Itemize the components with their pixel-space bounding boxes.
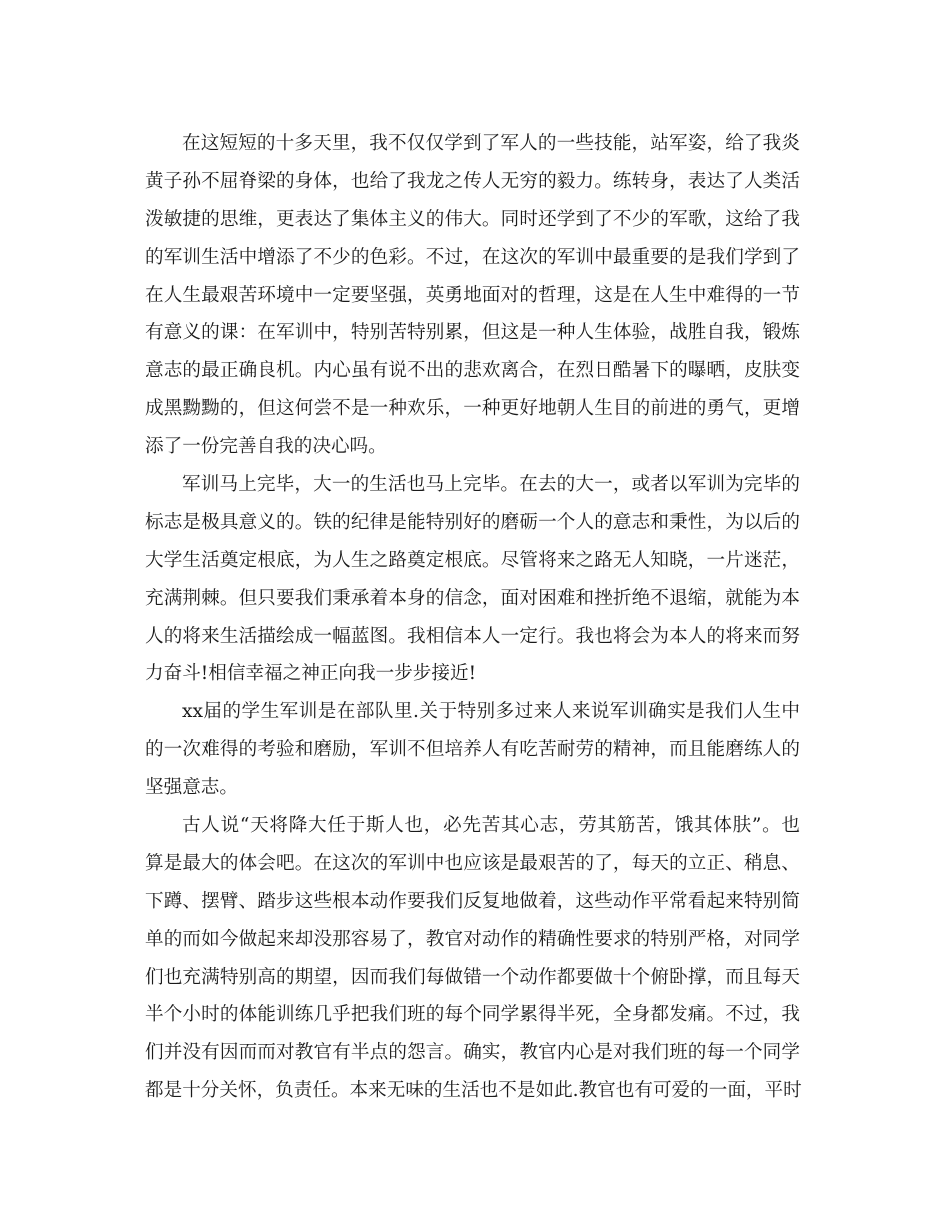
paragraph-line: 在人生最艰苦环境中一定要坚强，英勇地面对的哲理，这是在人生中难得的一节 bbox=[145, 284, 800, 306]
paragraph-line: 添了一份完善自我的决心吗。 bbox=[145, 436, 387, 458]
paragraph-line: 的军训生活中增添了不少的色彩。不过，在这次的军训中最重要的是我们学到了 bbox=[145, 246, 800, 268]
paragraph-line: 黄子孙不屈脊梁的身体，也给了我龙之传人无穷的毅力。练转身，表达了人类活 bbox=[145, 170, 800, 192]
paragraph-line: 算是最大的体会吧。在这次的军训中也应该是最艰苦的了，每天的立正、稍息、 bbox=[145, 852, 800, 874]
paragraph-line: 的一次难得的考验和磨励，军训不但培养人有吃苦耐劳的精神，而且能磨练人的 bbox=[145, 739, 800, 761]
document-body bbox=[145, 125, 800, 1110]
paragraph-line: 半个小时的体能训练几乎把我们班的每个同学累得半死，全身都发痛。不过，我 bbox=[145, 1004, 800, 1026]
paragraph-line: xx届的学生军训是在部队里.关于特别多过来人来说军训确实是我们人生中 bbox=[182, 701, 800, 723]
paragraph-line: 们并没有因而而对教官有半点的怨言。确实，教官内心是对我们班的每一个同学 bbox=[145, 1042, 800, 1064]
paragraph-line: 人的将来生活描绘成一幅蓝图。我相信本人一定行。我也将会为本人的将来而努 bbox=[145, 625, 800, 647]
paragraph-line: 力奋斗!相信幸福之神正向我一步步接近! bbox=[145, 663, 477, 685]
paragraph-line: 都是十分关怀，负责任。本来无味的生活也不是如此.教官也有可爱的一面，平时 bbox=[145, 1080, 802, 1102]
paragraph-line: 大学生活奠定根底，为人生之路奠定根底。尽管将来之路无人知晓，一片迷茫， bbox=[145, 549, 800, 571]
paragraph-line: 成黑黝黝的，但这何尝不是一种欢乐，一种更好地朝人生目的前进的勇气，更增 bbox=[145, 398, 800, 420]
paragraph-line: 古人说“天将降大任于斯人也，必先苦其心志，劳其筋苦，饿其体肤”。也 bbox=[182, 815, 800, 837]
paragraph-line: 有意义的课：在军训中，特别苦特别累，但这是一种人生体验，战胜自我，锻炼 bbox=[145, 322, 800, 344]
paragraph-line: 在这短短的十多天里，我不仅仅学到了军人的一些技能，站军姿，给了我炎 bbox=[182, 133, 800, 154]
paragraph-line: 充满荆棘。但只要我们秉承着本身的信念，面对困难和挫折绝不退缩，就能为本 bbox=[145, 587, 800, 609]
paragraph-line: 标志是极具意义的。铁的纪律是能特别好的磨砺一个人的意志和秉性，为以后的 bbox=[145, 511, 800, 533]
paragraph-line: 们也充满特别高的期望，因而我们每做错一个动作都要做十个俯卧撑，而且每天 bbox=[145, 966, 800, 988]
paragraph-line: 泼敏捷的思维，更表达了集体主义的伟大。同时还学到了不少的军歌，这给了我 bbox=[145, 208, 800, 230]
paragraph-line: 下蹲、摆臂、踏步这些根本动作要我们反复地做着，这些动作平常看起来特别简 bbox=[145, 890, 800, 912]
paragraph-line: 意志的最正确良机。内心虽有说不出的悲欢离合，在烈日酷暑下的曝晒，皮肤变 bbox=[145, 360, 800, 382]
paragraph-line: 单的而如今做起来却没那容易了，教官对动作的精确性要求的特别严格，对同学 bbox=[145, 928, 800, 950]
paragraph-line: 坚强意志。 bbox=[145, 777, 238, 799]
paragraph-line: 军训马上完毕，大一的生活也马上完毕。在去的大一，或者以军训为完毕的 bbox=[182, 474, 800, 496]
